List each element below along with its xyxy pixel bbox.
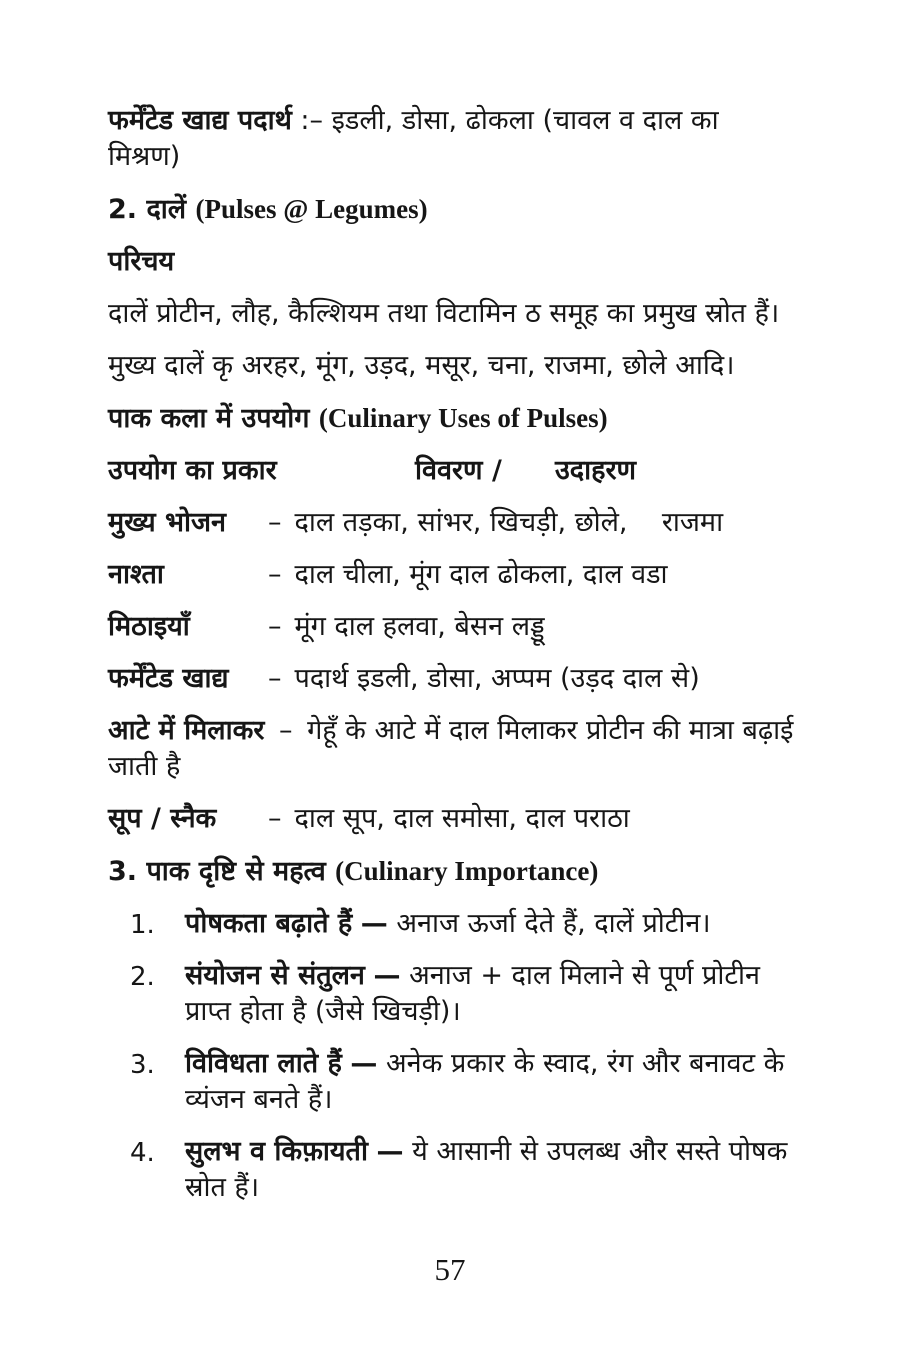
- importance-item-2-lead: संयोजन से संतुलन: [185, 960, 365, 991]
- uses-row-main-meal-text: दाल तड़का, सांभर, खिचड़ी, छोले, राजमा: [294, 507, 724, 538]
- uses-row-soup-snack-label: सूप / स्नैक: [108, 803, 217, 834]
- uses-row-flour-mix-text: गेहूँ के आटे में दाल मिलाकर प्रोटीन की मात्रा बढ़ाई जाती है: [108, 715, 794, 782]
- importance-item-4-lead: सुलभ व किफ़ायती: [185, 1136, 368, 1167]
- uses-row-main-meal-label: मुख्य भोजन: [108, 507, 226, 538]
- intro-heading: परिचय: [108, 246, 175, 277]
- importance-item-3-dash: —: [350, 1048, 378, 1079]
- uses-row-sweets-label: मिठाइयाँ: [108, 611, 190, 642]
- importance-item-3-text: अनेक प्रकार के स्वाद, रंग और बनावट के व्यंजन बनते हैं।: [185, 1048, 785, 1115]
- uses-row-sweets: [108, 609, 796, 645]
- importance-item-1-number: 1.: [130, 910, 155, 940]
- uses-row-sweets-dash: –: [268, 611, 282, 642]
- page-content: [108, 103, 796, 1222]
- importance-item-4: [108, 1134, 796, 1206]
- fermented-foods-label: फर्मेंटेड खाद्य पदार्थ: [108, 105, 292, 136]
- uses-row-breakfast-text: दाल चीला, मूंग दाल ढोकला, दाल वडा: [294, 559, 668, 590]
- uses-column-type: उपयोग का प्रकार: [108, 455, 277, 486]
- importance-item-3-lead: विविधता लाते हैं: [185, 1048, 342, 1079]
- importance-item-2-dash: —: [373, 960, 401, 991]
- page-number: 57: [434, 1252, 466, 1287]
- fermented-foods-text: इडली, डोसा, ढोकला (चावल व दाल का मिश्रण): [108, 105, 719, 172]
- uses-row-fermented-dash: –: [268, 663, 282, 694]
- uses-row-breakfast-label: नाश्ता: [108, 559, 164, 590]
- uses-column-example: उदाहरण: [555, 455, 637, 486]
- uses-row-fermented-label: फर्मेंटेड खाद्य: [108, 663, 229, 694]
- importance-heading-english: (Culinary Importance): [335, 856, 599, 886]
- importance-item-1-dash: —: [360, 908, 388, 939]
- uses-row-sweets-text: मूंग दाल हलवा, बेसन लड्डू: [294, 611, 545, 642]
- section-2-title-english: (Pulses @ Legumes): [195, 194, 428, 224]
- importance-item-1-lead: पोषकता बढ़ाते हैं: [185, 908, 353, 939]
- uses-row-soup-snack: [108, 801, 796, 837]
- uses-row-flour-mix-dash: –: [278, 715, 293, 746]
- intro-paragraph-2: मुख्य दालें कृ अरहर, मूंग, उड़द, मसूर, चना, राजमा, छोले आदि।: [108, 350, 735, 381]
- importance-item-2: [108, 958, 796, 1030]
- fermented-foods-separator: :–: [300, 105, 324, 136]
- culinary-uses-heading-hindi: पाक कला में उपयोग: [108, 403, 310, 434]
- uses-row-flour-mix-label: आटे में मिलाकर: [108, 715, 265, 746]
- importance-item-4-number: 4.: [130, 1138, 155, 1168]
- uses-table-header: [108, 453, 796, 489]
- intro-paragraph-1: दालें प्रोटीन, लौह, कैल्शियम तथा विटामिन ठ समूह का प्रमुख स्रोत हैं।: [108, 298, 780, 329]
- importance-item-4-dash: —: [376, 1136, 404, 1167]
- importance-heading-hindi: 3. पाक दृष्टि से महत्व: [108, 856, 326, 887]
- importance-item-1-text: अनाज ऊर्जा देते हैं, दालें प्रोटीन।: [396, 908, 711, 939]
- importance-item-1: [108, 906, 796, 942]
- importance-item-4-text: ये आसानी से उपलब्ध और सस्ते पोषक स्रोत हैं।: [185, 1136, 788, 1203]
- culinary-uses-heading: [108, 400, 796, 437]
- importance-heading: [108, 853, 796, 890]
- uses-row-breakfast-dash: –: [268, 559, 282, 590]
- uses-row-fermented-text: पदार्थ इडली, डोसा, अप्पम (उड़द दाल से): [294, 663, 700, 694]
- importance-item-3: [108, 1046, 796, 1118]
- uses-row-main-meal: [108, 505, 796, 541]
- importance-item-2-text: अनाज + दाल मिलाने से पूर्ण प्रोटीन प्राप्त होता है (जैसे खिचड़ी)।: [185, 960, 760, 1027]
- uses-row-fermented: [108, 661, 796, 697]
- uses-row-breakfast: [108, 557, 796, 593]
- uses-row-flour-mix: [108, 713, 796, 785]
- culinary-uses-heading-english: (Culinary Uses of Pulses): [318, 403, 608, 433]
- uses-row-soup-snack-text: दाल सूप, दाल समोसा, दाल पराठा: [294, 803, 630, 834]
- section-2-heading: [108, 191, 796, 228]
- importance-item-3-number: 3.: [130, 1050, 155, 1080]
- section-2-title-hindi: 2. दालें: [108, 194, 187, 225]
- uses-row-soup-snack-dash: –: [268, 803, 282, 834]
- importance-item-2-number: 2.: [130, 962, 155, 992]
- fermented-foods-line: [108, 103, 796, 175]
- uses-row-main-meal-dash: –: [268, 507, 282, 538]
- uses-column-description: विवरण /: [415, 455, 502, 486]
